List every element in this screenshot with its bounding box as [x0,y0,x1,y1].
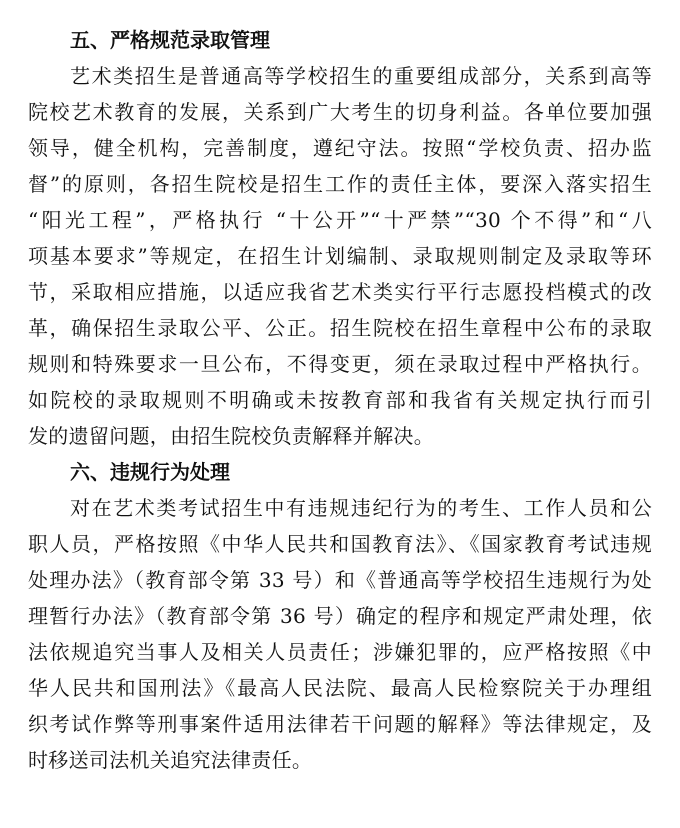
paragraph-line: 时移送司法机关追究法律责任。 [28,748,313,772]
paragraph-line: 院校艺术教育的发展，关系到广大考生的切身利益。各单位要加强 [28,100,652,124]
paragraph-line: 理暂行办法》（教育部令第 36 号）确定的程序和规定严肃处理，依 [28,604,652,628]
paragraph-line: 项基本要求”等规定，在招生计划编制、录取规则制定及录取等环 [28,244,652,268]
section-violation-handling [28,454,652,778]
paragraph-line: “阳光工程”，严格执行 “十公开”“十严禁”“30 个不得”和“八 [28,208,652,232]
paragraph-line: 革，确保招生录取公平、公正。招生院校在招生章程中公布的录取 [28,316,652,340]
paragraph-line: 织考试作弊等刑事案件适用法律若干问题的解释》等法律规定，及 [28,712,652,736]
paragraph-line: 职人员，严格按照《中华人民共和国教育法》、《国家教育考试违规 [28,532,652,556]
paragraph-line: 如院校的录取规则不明确或未按教育部和我省有关规定执行而引 [28,388,652,412]
section-admission-management [28,22,652,454]
document-body [28,22,652,778]
section-heading: 六、违规行为处理 [70,460,230,484]
paragraph-line: 规则和特殊要求一旦公布，不得变更，须在录取过程中严格执行。 [28,352,652,376]
paragraph-line: 法依规追究当事人及相关人员责任；涉嫌犯罪的，应严格按照《中 [28,640,652,664]
paragraph-line: 华人民共和国刑法》《最高人民法院、最高人民检察院关于办理组 [28,676,652,700]
paragraph-line: 节，采取相应措施，以适应我省艺术类实行平行志愿投档模式的改 [28,280,652,304]
section-heading: 五、严格规范录取管理 [70,28,270,52]
paragraph-line: 发的遗留问题，由招生院校负责解释并解决。 [28,424,434,448]
paragraph-line: 督”的原则，各招生院校是招生工作的责任主体，要深入落实招生 [28,172,652,196]
paragraph-line: 艺术类招生是普通高等学校招生的重要组成部分，关系到高等 [70,64,652,88]
paragraph-line: 处理办法》（教育部令第 33 号）和《普通高等学校招生违规行为处 [28,568,652,592]
paragraph-line: 领导，健全机构，完善制度，遵纪守法。按照“学校负责、招办监 [28,136,652,160]
paragraph-line: 对在艺术类考试招生中有违规违纪行为的考生、工作人员和公 [70,496,652,520]
